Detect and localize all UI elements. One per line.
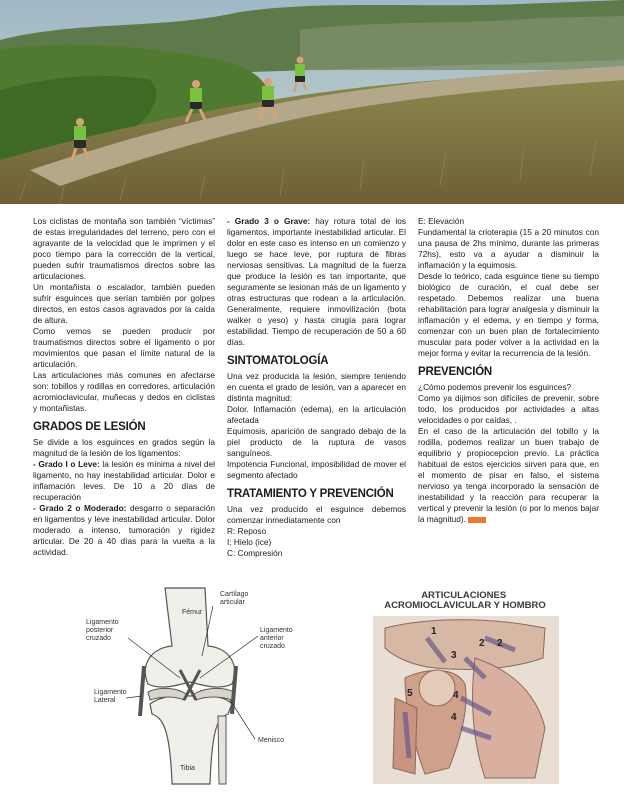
paragraph: ¿Cómo podemos prevenir los esguinces? (418, 382, 572, 392)
heading-grados-de-lesion: GRADOS DE LESIÓN (33, 421, 146, 433)
text-column-2 (227, 216, 406, 559)
shoulder-figure-title: ARTICULACIONES ACROMIOCLAVICULAR Y HOMBRO (384, 590, 546, 611)
paragraph: Equimosis, aparición de sangrado debajo de la piel producto de la ruptura de vasos sanguíneos. (227, 426, 406, 458)
paragraph: Como vemos se pueden producir por traumatismos directos sobre el ligamento o por movimientos que pasan el límite natural de la articulación. (33, 326, 215, 369)
label-ligamento-lateral: Ligamento Lateral (94, 689, 127, 704)
grade-label: - Grado 3 o Grave: (227, 216, 311, 226)
paragraph: Una vez producida la lesión, siempre teniendo en cuenta el grado de lesión, van a aparecer en distinta magnitud: (227, 371, 406, 403)
label-cartilago-articular: Cartílago articular (220, 591, 249, 606)
shoulder-number-label: 4 (453, 690, 459, 701)
grade-text: hay rotura total de los ligamentos, importante inestabilidad articular. El dolor en este caso es intenso en un comienzo y luego se hace leve, por ruptura de fibras nerviosas sensitivas. La magnitud de la fuerza que produce la lesión es tan importante, que seguramente se lesionan más de un ligamento y otras estructuras que rodean a la articulación. Generalmente, requiere inmovilización (bota walker o yeso) y hasta cirugía para lograr estabilidad. Tiempo de recuperación de 50 a 60 días. (227, 216, 406, 347)
text-column-1 (33, 216, 215, 558)
paragraph: Dolor. Inflamación (edema), en la articulación afectada (227, 404, 406, 425)
rice-item: I: Hielo (ice) (227, 537, 272, 547)
paragraph-text: En el caso de la articulación del tobillo y la rodilla, podemos realizar un buen trabajo de equilibrio y propiocepcion previo. La práctica habitual de estos ejercicios sirven para que, en el momento de pisar en falso, el sistema nervioso ya tenga incorporado la sensación de inestabilidad y la reacción para recuperar la vertical y prevenir la lesión (o por lo menos bajar la magnitud). (418, 426, 599, 524)
shoulder-number-label: 2 (479, 638, 485, 649)
paragraph: Se divide a los esguinces en grados según la magnitud de la lesión de los ligamentos: (33, 437, 215, 458)
shoulder-number-label: 1 (431, 626, 437, 637)
label-ligamento-posterior-cruzado: Ligamento posterior cruzado (86, 619, 119, 642)
grade-2-item (33, 503, 215, 558)
rice-item: R: Reposo (227, 526, 267, 536)
paragraph: Las articulaciones más comunes en afectarse son: tobillos y rodillas en corredores, articulación acromioclavicular, muñecas y dedos en ciclistas y montañistas. (33, 370, 215, 413)
text-column-3 (418, 216, 599, 525)
shoulder-number-label: 4 (451, 712, 457, 723)
grade-text: desgarro o separación en ligamentos y leve inestabilidad articular. Dolor moderado a intenso, tumoración y rigidez articular. De 20 a 40 días para la vuelta a la actividad. (33, 503, 215, 557)
label-tibia: Tibia (180, 765, 195, 772)
shoulder-number-label: 5 (407, 688, 413, 699)
heading-tratamiento-y-prevencion: TRATAMIENTO Y PREVENCIÓN (227, 488, 394, 500)
shoulder-number-label: 3 (451, 650, 457, 661)
knee-anatomy-figure (80, 586, 300, 786)
paragraph: Fundamental la crioterapia (15 a 20 minutos con una pausa de 2hs mínimo, durante las primeras 72hs), esto va a ayudar a disminuir la inflamación y la equimosis. (418, 227, 599, 270)
hero-photo-trail-runners (0, 0, 624, 204)
label-menisco: Menisco (258, 737, 285, 744)
grade-1-item (33, 459, 215, 503)
heading-prevencion: PREVENCIÓN (418, 366, 493, 378)
paragraph: Una vez producido el esguince debemos comenzar inmediatamente con (227, 504, 406, 525)
paragraph: Desde lo teórico, cada esguince tiene su tiempo biológico de curación, el cual debe ser respetado. Debemos realizar una buena rehabilitación para lograr analgesia y disminuir la inflamación y el edema, y en tiempo y forma, comenzar con un buen plan de fortalecimiento muscular para poder volver a la actividad en la mejor forma y evitar la recurrencia de la lesión. (418, 271, 599, 358)
heading-sintomatologia: SINTOMATOLOGÍA (227, 355, 329, 367)
rice-item: E: Elevación (418, 216, 465, 226)
paragraph: Impotencia Funcional, imposibilidad de mover el segmento afectado (227, 459, 406, 480)
grade-text: la lesión es mínima a nivel del ligamento, no hay inestabilidad articular. Dolor e inflamación leves. De 10 a 20 días de recuperación (33, 459, 216, 502)
grade-label: - Grado 2 o Moderado: (33, 503, 127, 513)
label-femur: Fémur (182, 609, 203, 616)
paragraph: Un montañista o escalador, también pueden sufrir esguinces que serían también por golpes directos, en estos casos agravados por la caída de altura. (33, 282, 215, 325)
grade-3-item (227, 216, 406, 348)
grade-label: - Grado I o Leve: (33, 459, 100, 469)
paragraph: Los ciclistas de montaña son también “víctimas” de estas irregularidades del terreno, pero con el agravante de la velocidad que le imprimen y el poco tiempo para la corrección de la vertical, pueden sufrir traumatismos directos sobre las articulaciones. (33, 216, 215, 281)
shoulder-anatomy-figure (365, 588, 565, 788)
rice-item: C: Compresión (227, 548, 283, 558)
shoulder-number-label: 2 (497, 638, 503, 649)
paragraph (418, 426, 599, 525)
end-of-article-mark (468, 517, 486, 523)
paragraph: Como ya dijimos son difíciles de prevenir, sobre todo, los producidos por actividades a altas velocidades o por caídas, . (418, 393, 599, 425)
label-ligamento-anterior-cruzado: Ligamento anterior cruzado (260, 627, 293, 650)
